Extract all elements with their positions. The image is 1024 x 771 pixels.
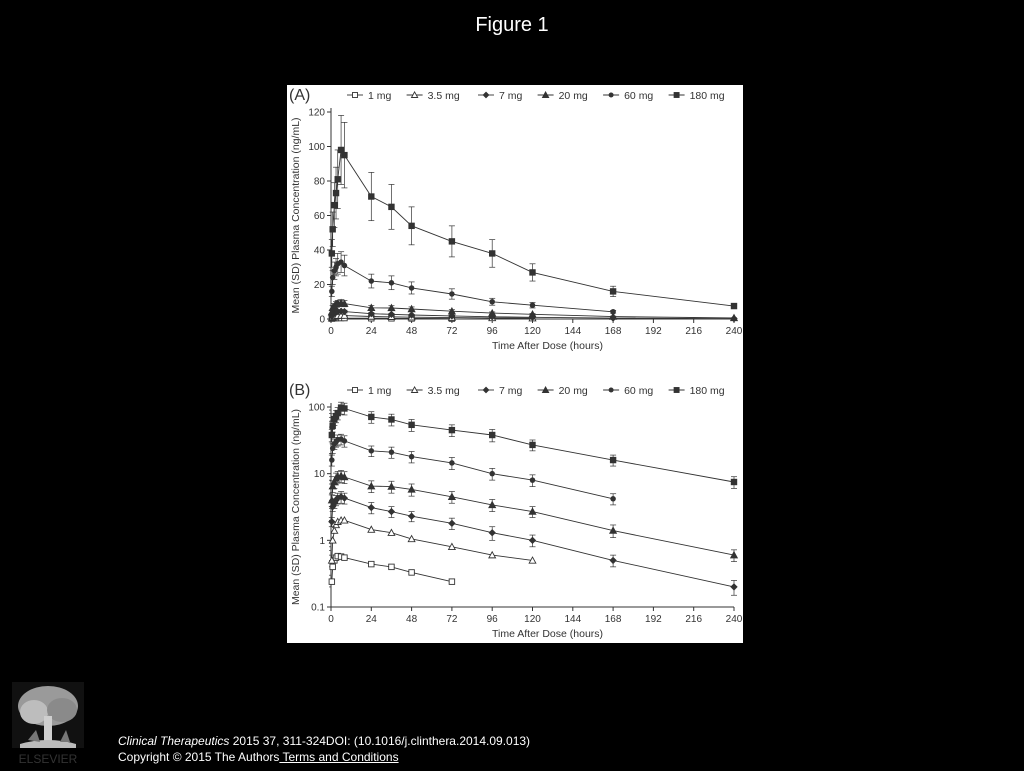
x-tick-label: 24: [365, 614, 377, 625]
x-tick-label: 72: [446, 614, 458, 625]
series-60-mg: [329, 434, 616, 505]
data-point: [369, 448, 375, 454]
data-point: [489, 432, 495, 438]
data-point: [342, 438, 348, 444]
legend-marker: [483, 92, 489, 98]
data-point: [335, 410, 341, 416]
x-tick-label: 72: [446, 326, 458, 337]
legend-label: 20 mg: [558, 90, 588, 102]
data-point: [338, 147, 344, 153]
x-tick-label: 0: [328, 326, 334, 337]
data-point: [342, 406, 348, 412]
x-tick-label: 240: [725, 326, 743, 337]
data-point: [409, 422, 415, 428]
series-1-mg: [329, 553, 455, 584]
data-point: [610, 289, 616, 295]
legend-marker: [674, 388, 679, 393]
data-point: [335, 177, 341, 183]
series-20-mg: [328, 470, 737, 561]
terms-and-conditions-link[interactable]: Terms and Conditions: [279, 750, 399, 764]
journal-name: Clinical Therapeutics: [118, 734, 230, 748]
y-tick-label: 1: [319, 535, 325, 547]
y-tick-label: 0: [319, 314, 325, 326]
panel-a: [289, 87, 743, 352]
legend-marker: [353, 93, 358, 98]
panel-label: (A): [289, 87, 311, 104]
data-point: [731, 584, 738, 591]
legend-label: 3.5 mg: [427, 90, 460, 102]
data-point: [329, 579, 335, 585]
data-point: [489, 251, 495, 257]
legend-marker: [609, 388, 614, 393]
x-tick-label: 24: [365, 326, 377, 337]
x-tick-label: 96: [486, 614, 498, 625]
legend-label: 180 mg: [689, 90, 725, 102]
legend-label: 60 mg: [624, 385, 654, 397]
series-line: [332, 439, 613, 499]
data-point: [368, 526, 375, 532]
panel-label: (B): [289, 382, 311, 399]
data-point: [388, 508, 395, 515]
series-line: [332, 262, 613, 312]
x-tick-label: 48: [406, 614, 418, 625]
data-point: [610, 457, 616, 463]
y-axis-label: Mean (SD) Plasma Concentration (ng/mL): [290, 117, 302, 314]
elsevier-tree-icon: [10, 680, 86, 766]
x-tick-label: 240: [725, 614, 743, 625]
series-3-5-mg: [328, 517, 535, 563]
data-point: [409, 285, 415, 291]
y-tick-label: 100: [308, 402, 325, 414]
x-tick-label: 192: [645, 326, 662, 337]
data-point: [409, 570, 415, 576]
panel-b: [289, 382, 743, 640]
legend-label: 7 mg: [499, 90, 523, 102]
data-point: [610, 557, 617, 564]
data-point: [409, 454, 415, 460]
copyright-line: [118, 749, 530, 765]
chart-svg: [287, 85, 743, 643]
x-tick-label: 168: [604, 326, 622, 337]
data-point: [389, 564, 395, 570]
data-point: [610, 309, 616, 315]
x-tick-label: 0: [328, 614, 334, 625]
legend-label: 20 mg: [558, 385, 588, 397]
data-point: [449, 239, 455, 245]
data-point: [489, 471, 495, 477]
citation-details: 2015 37, 311-324DOI: (10.1016/j.clinthera.2014.09.013): [229, 734, 531, 748]
data-point: [389, 417, 395, 423]
x-tick-label: 120: [524, 326, 541, 337]
data-point: [368, 504, 375, 511]
data-point: [530, 477, 536, 483]
data-point: [409, 223, 415, 229]
legend-label: 3.5 mg: [427, 385, 460, 397]
x-tick-label: 144: [564, 614, 582, 625]
data-point: [529, 537, 536, 544]
x-tick-label: 120: [524, 614, 541, 625]
x-tick-label: 216: [685, 326, 703, 337]
x-tick-label: 216: [685, 614, 703, 625]
series-line: [332, 520, 533, 560]
y-tick-label: 40: [313, 245, 325, 257]
data-point: [530, 270, 536, 276]
y-tick-label: 60: [313, 211, 325, 222]
y-tick-label: 100: [308, 142, 325, 153]
data-point: [489, 529, 496, 536]
copyright-text: Copyright © 2015 The Authors: [118, 750, 280, 764]
data-point: [329, 432, 335, 438]
data-point: [731, 303, 737, 309]
data-point: [342, 152, 348, 158]
legend-marker: [609, 93, 614, 98]
legend-label: 180 mg: [689, 385, 725, 397]
y-tick-label: 0.1: [311, 602, 325, 614]
data-point: [369, 278, 375, 284]
y-tick-label: 80: [313, 176, 325, 188]
data-point: [389, 204, 395, 210]
data-point: [329, 457, 335, 463]
data-point: [369, 414, 375, 420]
data-point: [342, 263, 348, 269]
data-point: [449, 427, 455, 433]
data-point: [332, 202, 338, 208]
data-point: [449, 460, 455, 466]
legend-marker: [674, 93, 679, 98]
x-axis-label: Time After Dose (hours): [491, 628, 604, 640]
data-point: [389, 280, 395, 286]
data-point: [329, 289, 335, 295]
y-tick-label: 10: [313, 469, 325, 481]
data-point: [369, 561, 375, 567]
citation-block: [118, 733, 530, 765]
citation-line: [118, 733, 530, 749]
data-point: [408, 513, 415, 520]
legend-label: 1 mg: [368, 90, 392, 102]
figure-panel: [287, 85, 743, 643]
data-point: [530, 302, 536, 308]
data-point: [329, 251, 335, 257]
x-axis-label: Time After Dose (hours): [491, 340, 604, 352]
x-tick-label: 168: [604, 614, 622, 625]
data-point: [530, 442, 536, 448]
figure-title: Figure 1: [475, 14, 549, 36]
data-point: [369, 194, 375, 200]
data-point: [449, 520, 456, 527]
legend-marker: [353, 388, 358, 393]
elsevier-logo: [10, 680, 86, 766]
x-tick-label: 96: [486, 326, 498, 337]
data-point: [610, 496, 616, 502]
data-point: [330, 564, 336, 570]
x-tick-label: 192: [645, 614, 662, 625]
data-point: [389, 449, 395, 455]
y-tick-label: 20: [313, 280, 325, 291]
x-tick-label: 144: [564, 326, 582, 337]
data-point: [342, 555, 348, 561]
data-point: [330, 423, 336, 429]
y-tick-label: 120: [308, 107, 325, 119]
publisher-wordmark: ELSEVIER: [18, 752, 78, 766]
legend-label: 1 mg: [368, 385, 392, 397]
legend-label: 60 mg: [624, 90, 654, 102]
y-axis-label: Mean (SD) Plasma Concentration (ng/mL): [290, 408, 302, 606]
legend-label: 7 mg: [499, 385, 523, 397]
data-point: [330, 275, 336, 281]
data-point: [449, 291, 455, 297]
data-point: [449, 579, 455, 585]
data-point: [330, 227, 336, 233]
x-tick-label: 48: [406, 326, 418, 337]
data-point: [489, 299, 495, 305]
data-point: [731, 479, 737, 485]
legend-marker: [483, 387, 489, 393]
series-180-mg: [329, 402, 737, 488]
series-180-mg: [329, 115, 737, 308]
data-point: [333, 190, 339, 196]
